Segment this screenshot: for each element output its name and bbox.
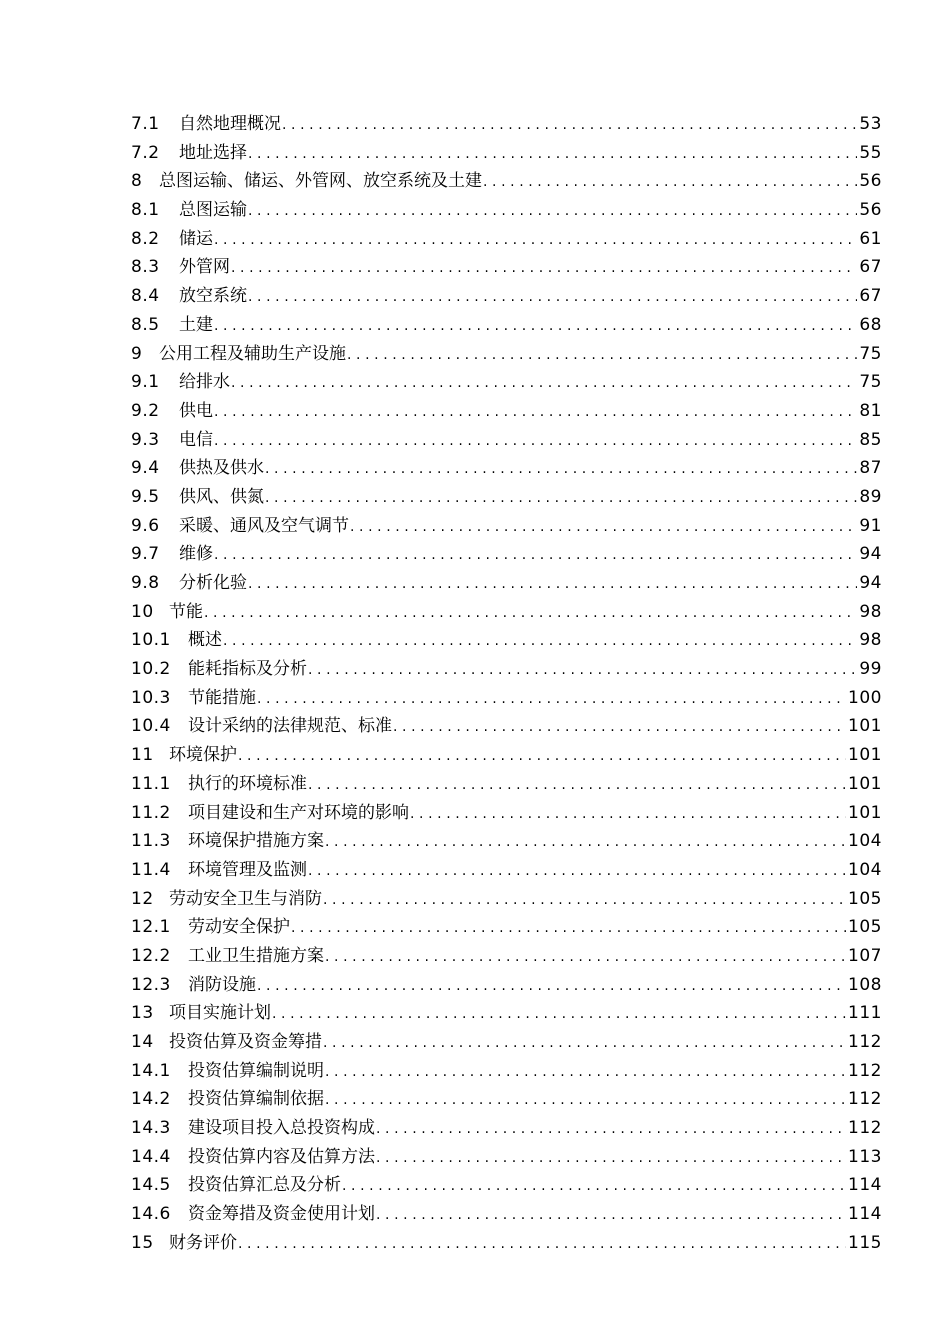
toc-entry[interactable] [131,512,882,541]
toc-entry[interactable] [131,1085,882,1114]
toc-entry[interactable] [131,225,882,254]
dot-leader [231,254,857,283]
toc-entry-page-number: 100 [848,687,882,708]
toc-entry[interactable] [131,626,882,655]
dot-leader [376,1144,846,1173]
toc-entry-page-number: 101 [848,716,882,737]
toc-entry-title: 给排水 [179,372,230,393]
dot-leader [410,800,846,829]
toc-entry[interactable] [131,253,882,282]
toc-entry-title: 建设项目投入总投资构成 [188,1118,375,1139]
toc-entry[interactable] [131,483,882,512]
dot-leader [272,1000,846,1029]
toc-entry-title: 能耗指标及分析 [188,659,307,680]
toc-entry-page-number: 104 [848,831,882,852]
toc-entry-page-number: 113 [848,1146,882,1167]
toc-entry-page-number: 85 [859,429,882,450]
table-of-contents [131,110,882,1258]
toc-entry[interactable] [131,1143,882,1172]
toc-entry-number: 10.4 [131,716,171,737]
toc-entry-number: 9.3 [131,429,160,450]
toc-entry[interactable] [131,1229,882,1258]
toc-entry-title: 环境保护措施方案 [188,831,324,852]
toc-entry[interactable] [131,770,882,799]
toc-entry[interactable] [131,913,882,942]
toc-entry-page-number: 108 [848,974,882,995]
dot-leader [291,914,846,943]
toc-entry[interactable] [131,569,882,598]
toc-entry-number: 12.1 [131,917,171,938]
dot-leader [238,742,846,771]
toc-entry-number: 11.1 [131,773,171,794]
toc-entry-page-number: 112 [848,1118,882,1139]
toc-entry-number: 14.6 [131,1204,171,1225]
dot-leader [308,656,857,685]
toc-entry-page-number: 99 [859,659,882,680]
toc-entry-title: 执行的环境标准 [188,773,307,794]
toc-entry[interactable] [131,1057,882,1086]
dot-leader [248,283,857,312]
toc-entry[interactable] [131,540,882,569]
toc-entry[interactable] [131,885,882,914]
toc-entry-number: 8.3 [131,257,160,278]
toc-entry-title: 环境保护 [169,745,237,766]
toc-entry-page-number: 67 [859,286,882,307]
toc-entry[interactable] [131,971,882,1000]
toc-entry-title: 项目建设和生产对环境的影响 [188,802,409,823]
toc-entry-title: 工业卫生措施方案 [188,945,324,966]
dot-leader [282,111,857,140]
toc-entry-page-number: 87 [859,458,882,479]
toc-entry-number: 10.3 [131,687,171,708]
dot-leader [214,398,857,427]
toc-entry-page-number: 111 [848,1003,882,1024]
toc-entry-number: 11.4 [131,859,171,880]
toc-entry-title: 设计采纳的法律规范、标准 [188,716,392,737]
toc-entry[interactable] [131,110,882,139]
toc-entry-page-number: 115 [848,1232,882,1253]
toc-entry-number: 9.8 [131,573,160,593]
dot-leader [323,886,846,915]
toc-entry-page-number: 114 [848,1175,882,1196]
dot-leader [325,943,846,972]
dot-leader [325,1086,846,1115]
toc-entry-page-number: 53 [859,114,882,134]
toc-entry-title: 环境管理及监测 [188,859,307,880]
toc-entry-page-number: 101 [848,802,882,823]
toc-entry-number: 15 [131,1232,154,1253]
toc-entry-title: 财务评价 [169,1232,237,1253]
toc-entry-page-number: 112 [848,1089,882,1110]
toc-entry-title: 电信 [179,429,213,450]
toc-entry-title: 项目实施计划 [169,1003,271,1024]
toc-entry-number: 13 [131,1003,154,1024]
toc-entry-page-number: 67 [859,257,882,278]
toc-entry-number: 10 [131,601,154,622]
toc-entry[interactable] [131,1028,882,1057]
toc-entry-number: 10.1 [131,630,171,651]
dot-leader [342,1172,846,1201]
toc-entry-page-number: 56 [859,200,882,221]
toc-entry-title: 劳动安全保护 [188,917,290,938]
toc-entry-title: 储运 [179,228,213,249]
toc-entry-page-number: 101 [848,745,882,766]
dot-leader [308,771,846,800]
toc-entry-page-number: 114 [848,1204,882,1225]
toc-entry[interactable] [131,999,882,1028]
toc-entry-page-number: 107 [848,945,882,966]
toc-entry-number: 8.5 [131,314,160,335]
toc-entry-number: 14 [131,1032,154,1052]
toc-entry-page-number: 104 [848,859,882,880]
toc-entry-title: 投资估算及资金筹措 [169,1032,322,1052]
toc-entry-number: 8.2 [131,228,160,249]
dot-leader [308,857,846,886]
toc-entry-number: 12 [131,888,154,909]
toc-entry-page-number: 112 [848,1060,882,1081]
dot-leader [214,312,857,341]
toc-entry-page-number: 75 [859,372,882,393]
toc-entry[interactable] [131,368,882,397]
toc-entry-number: 9.5 [131,486,160,507]
toc-entry-number: 9.6 [131,515,160,536]
toc-entry-number: 7.2 [131,142,160,163]
toc-entry[interactable] [131,684,882,713]
toc-entry-title: 分析化验 [179,573,247,593]
toc-entry-page-number: 94 [859,544,882,565]
dot-leader [248,140,857,169]
toc-entry-number: 14.3 [131,1118,171,1139]
dot-leader [393,713,846,742]
toc-entry-number: 8 [131,171,143,192]
toc-entry[interactable] [131,196,882,225]
toc-entry[interactable] [131,1171,882,1200]
dot-leader [376,1201,846,1230]
dot-leader [323,1029,846,1058]
toc-entry[interactable] [131,1114,882,1143]
toc-entry-page-number: 89 [859,486,882,507]
toc-entry[interactable] [131,655,882,684]
toc-entry-page-number: 105 [848,888,882,909]
toc-entry-title: 自然地理概况 [179,114,281,134]
toc-entry-title: 采暖、通风及空气调节 [179,515,349,536]
dot-leader [265,455,857,484]
toc-entry-number: 9 [131,343,143,364]
toc-entry-title: 放空系统 [179,286,247,307]
dot-leader [248,570,857,599]
toc-entry-number: 11 [131,745,154,766]
toc-entry[interactable] [131,942,882,971]
dot-leader [376,1115,846,1144]
dot-leader [214,226,857,255]
dot-leader [214,541,857,570]
toc-entry[interactable] [131,741,882,770]
toc-entry[interactable] [131,282,882,311]
toc-entry-title: 土建 [179,314,213,335]
dot-leader [257,685,846,714]
toc-entry-number: 14.5 [131,1175,171,1196]
toc-entry-number: 12.3 [131,974,171,995]
toc-entry-title: 投资估算内容及估算方法 [188,1146,375,1167]
toc-entry-title: 投资估算编制依据 [188,1089,324,1110]
toc-entry-title: 资金筹措及资金使用计划 [188,1204,375,1225]
toc-entry-title: 外管网 [179,257,230,278]
toc-entry-number: 11.3 [131,831,171,852]
toc-entry-page-number: 56 [859,171,882,192]
toc-entry[interactable] [131,827,882,856]
toc-entry-number: 9.4 [131,458,160,479]
toc-entry-number: 11.2 [131,802,171,823]
toc-entry[interactable] [131,856,882,885]
toc-entry[interactable] [131,167,882,196]
toc-entry-title: 劳动安全卫生与消防 [169,888,322,909]
toc-entry-title: 供电 [179,400,213,421]
toc-entry[interactable] [131,397,882,426]
toc-entry-title: 公用工程及辅助生产设施 [159,343,346,364]
toc-entry-title: 供热及供水 [179,458,264,479]
toc-entry-number: 14.4 [131,1146,171,1167]
toc-entry-page-number: 101 [848,773,882,794]
dot-leader [204,599,857,628]
toc-entry-page-number: 105 [848,917,882,938]
toc-entry-title: 供风、供氮 [179,486,264,507]
toc-entry-number: 9.2 [131,400,160,421]
toc-entry-title: 总图运输、储运、外管网、放空系统及土建 [159,171,482,192]
toc-entry-title: 总图运输 [179,200,247,221]
dot-leader [257,972,846,1001]
toc-entry-title: 投资估算编制说明 [188,1060,324,1081]
toc-entry-number: 7.1 [131,114,160,134]
dot-leader [350,513,857,542]
dot-leader [214,427,857,456]
toc-entry-page-number: 112 [848,1032,882,1052]
toc-entry-title: 消防设施 [188,974,256,995]
dot-leader [223,627,857,656]
dot-leader [231,369,857,398]
toc-entry-page-number: 81 [859,400,882,421]
toc-entry[interactable] [131,340,882,369]
dot-leader [347,341,857,370]
toc-entry[interactable] [131,311,882,340]
toc-entry[interactable] [131,139,882,168]
dot-leader [325,1058,846,1087]
toc-entry-number: 9.1 [131,372,160,393]
toc-entry-page-number: 55 [859,142,882,163]
toc-entry-title: 节能措施 [188,687,256,708]
dot-leader [238,1230,846,1259]
toc-entry-page-number: 68 [859,314,882,335]
toc-entry-title: 概述 [188,630,222,651]
toc-entry-title: 地址选择 [179,142,247,163]
toc-entry-page-number: 98 [859,630,882,651]
toc-entry[interactable] [131,799,882,828]
toc-entry-number: 12.2 [131,945,171,966]
toc-entry-number: 9.7 [131,544,160,565]
dot-leader [483,168,857,197]
toc-entry-page-number: 75 [859,343,882,364]
toc-entry[interactable] [131,712,882,741]
toc-entry-number: 14.2 [131,1089,171,1110]
toc-entry-page-number: 91 [859,515,882,536]
toc-entry-title: 节能 [169,601,203,622]
toc-entry-title: 投资估算汇总及分析 [188,1175,341,1196]
toc-entry-number: 10.2 [131,659,171,680]
toc-entry[interactable] [131,454,882,483]
dot-leader [325,828,846,857]
toc-entry[interactable] [131,426,882,455]
toc-entry[interactable] [131,598,882,627]
toc-entry-number: 8.1 [131,200,160,221]
toc-entry-title: 维修 [179,544,213,565]
toc-entry-page-number: 98 [859,601,882,622]
toc-entry-number: 8.4 [131,286,160,307]
toc-entry-page-number: 61 [859,228,882,249]
toc-entry[interactable] [131,1200,882,1229]
toc-entry-page-number: 94 [859,573,882,593]
dot-leader [248,197,857,226]
dot-leader [265,484,857,513]
toc-entry-number: 14.1 [131,1060,171,1081]
